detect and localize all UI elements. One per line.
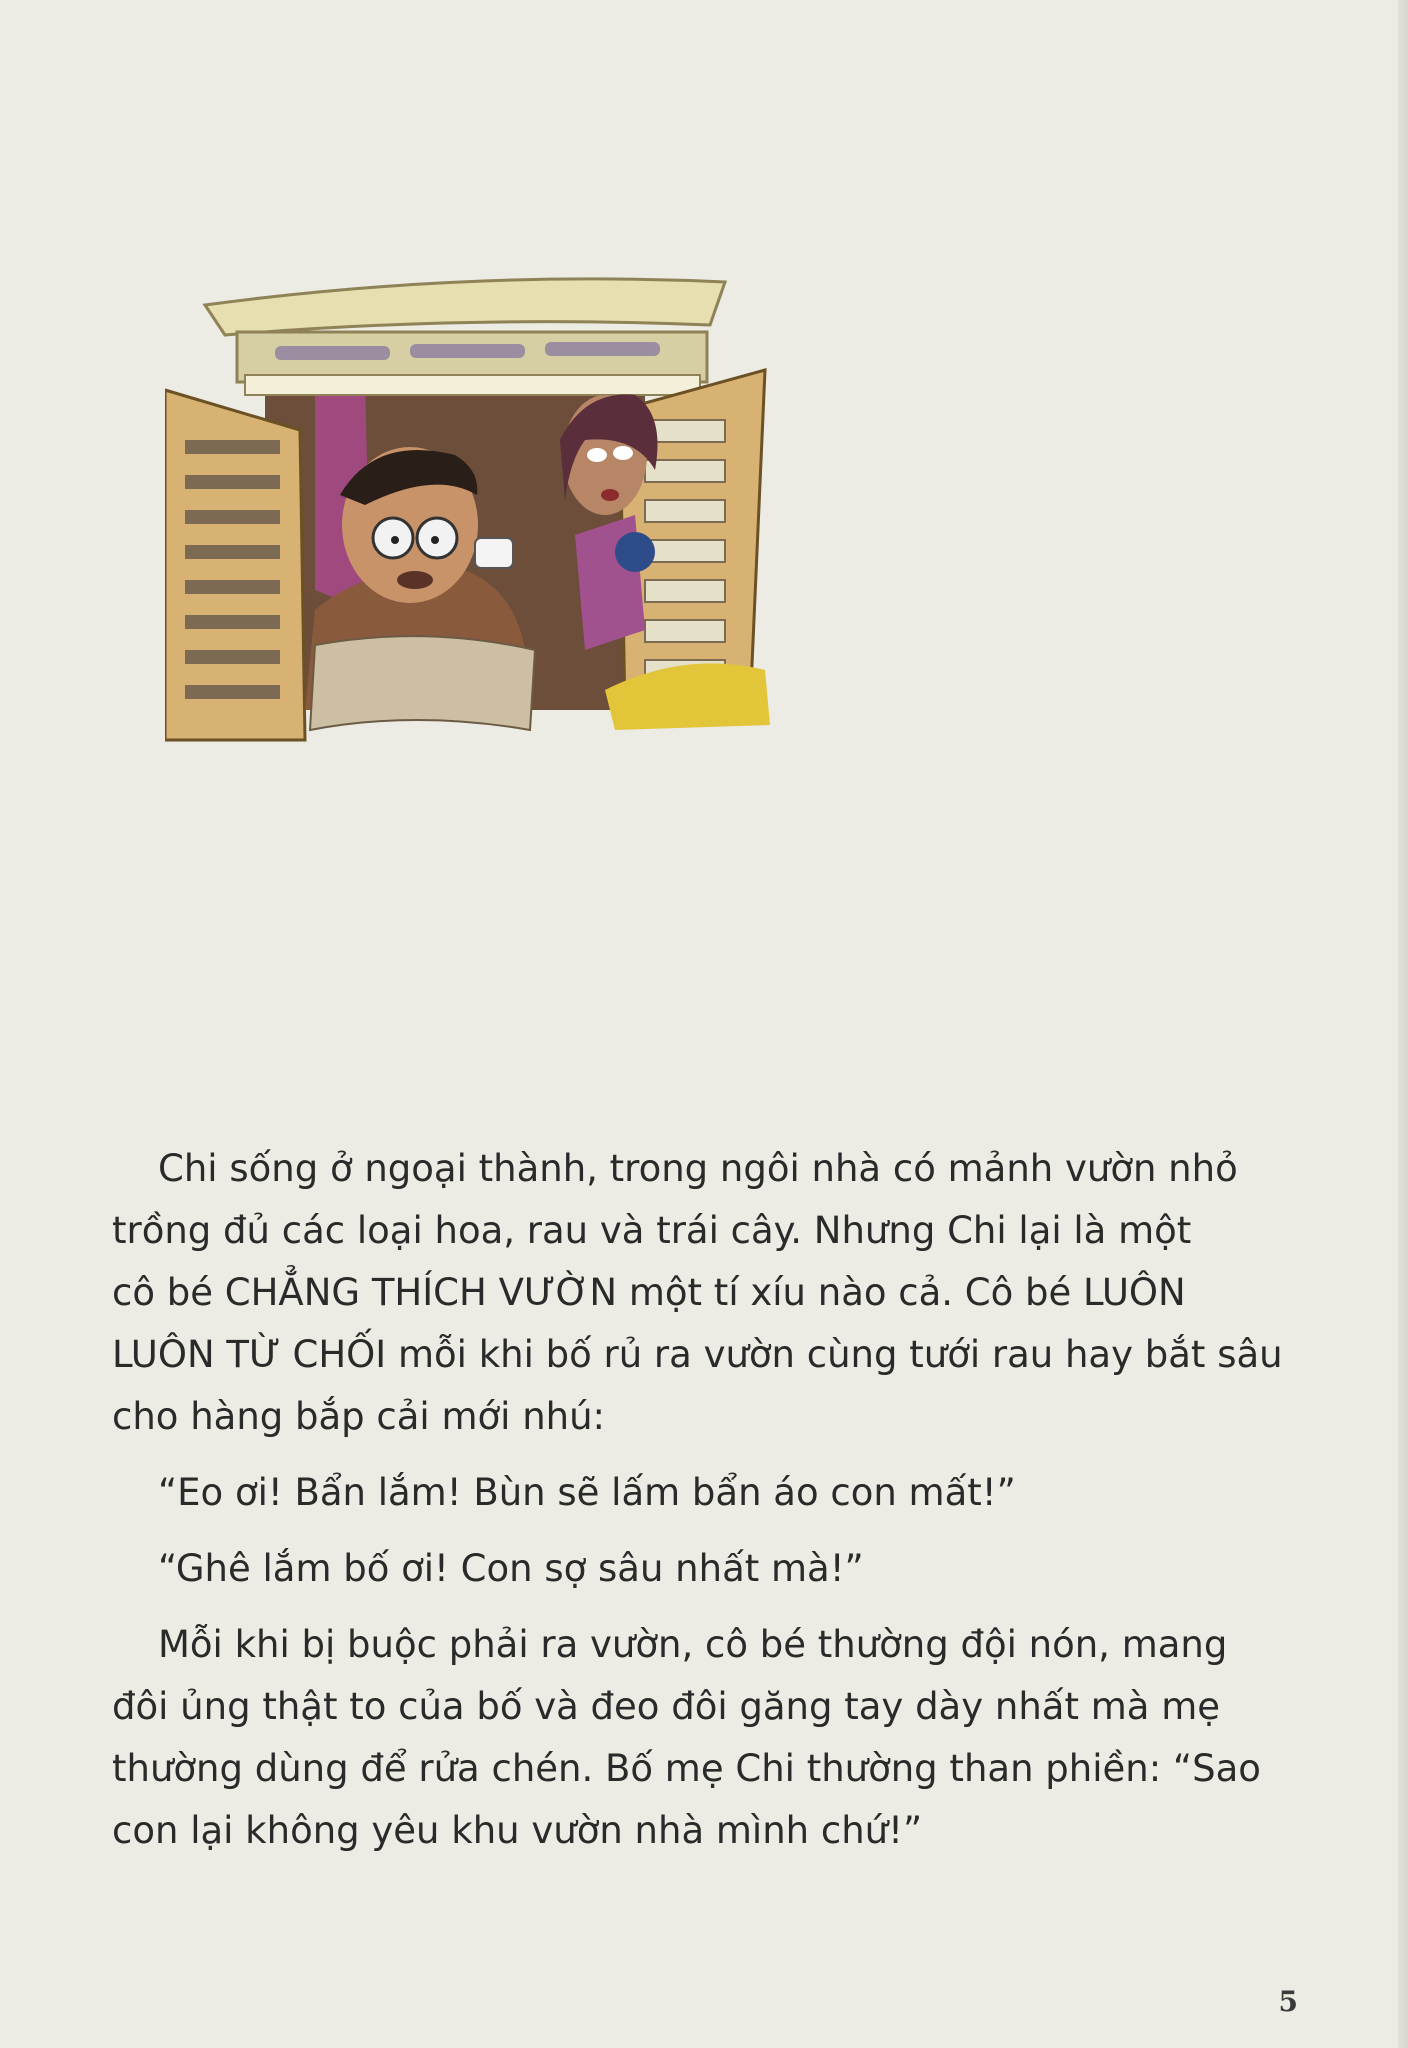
- story-line: đôi ủng thật to của bố và đeo đôi găng tay dày nhất mà mẹ: [112, 1685, 1221, 1728]
- story-line: LUÔN TỪ CHỐI mỗi khi bố rủ ra vườn cùng tưới rau hay bắt sâu: [112, 1333, 1283, 1376]
- story-line: cô bé CHẲNG THÍCH VƯỜN một tí xíu nào cả. Cô bé LUÔN: [112, 1271, 1186, 1314]
- story-line: Mỗi khi bị buộc phải ra vườn, cô bé thường đội nón, mang: [158, 1623, 1228, 1666]
- story-line: “Eo ơi! Bẩn lắm! Bùn sẽ lấm bẩn áo con mất!”: [158, 1471, 1016, 1514]
- page-edge: [1398, 0, 1408, 2048]
- page-number: 5: [1278, 1985, 1298, 2018]
- window-parents-illustration: [165, 270, 805, 790]
- story-line: trồng đủ các loại hoa, rau và trái cây. Nhưng Chi lại là một: [112, 1209, 1192, 1252]
- story-line: Chi sống ở ngoại thành, trong ngôi nhà có mảnh vườn nhỏ: [158, 1147, 1238, 1190]
- story-line: “Ghê lắm bố ơi! Con sợ sâu nhất mà!”: [158, 1547, 864, 1590]
- story-line: thường dùng để rửa chén. Bố mẹ Chi thường than phiền: “Sao: [112, 1747, 1261, 1790]
- story-line: cho hàng bắp cải mới nhú:: [112, 1395, 606, 1438]
- story-text: [112, 1138, 1283, 1862]
- story-line: con lại không yêu khu vườn nhà mình chứ!”: [112, 1809, 923, 1852]
